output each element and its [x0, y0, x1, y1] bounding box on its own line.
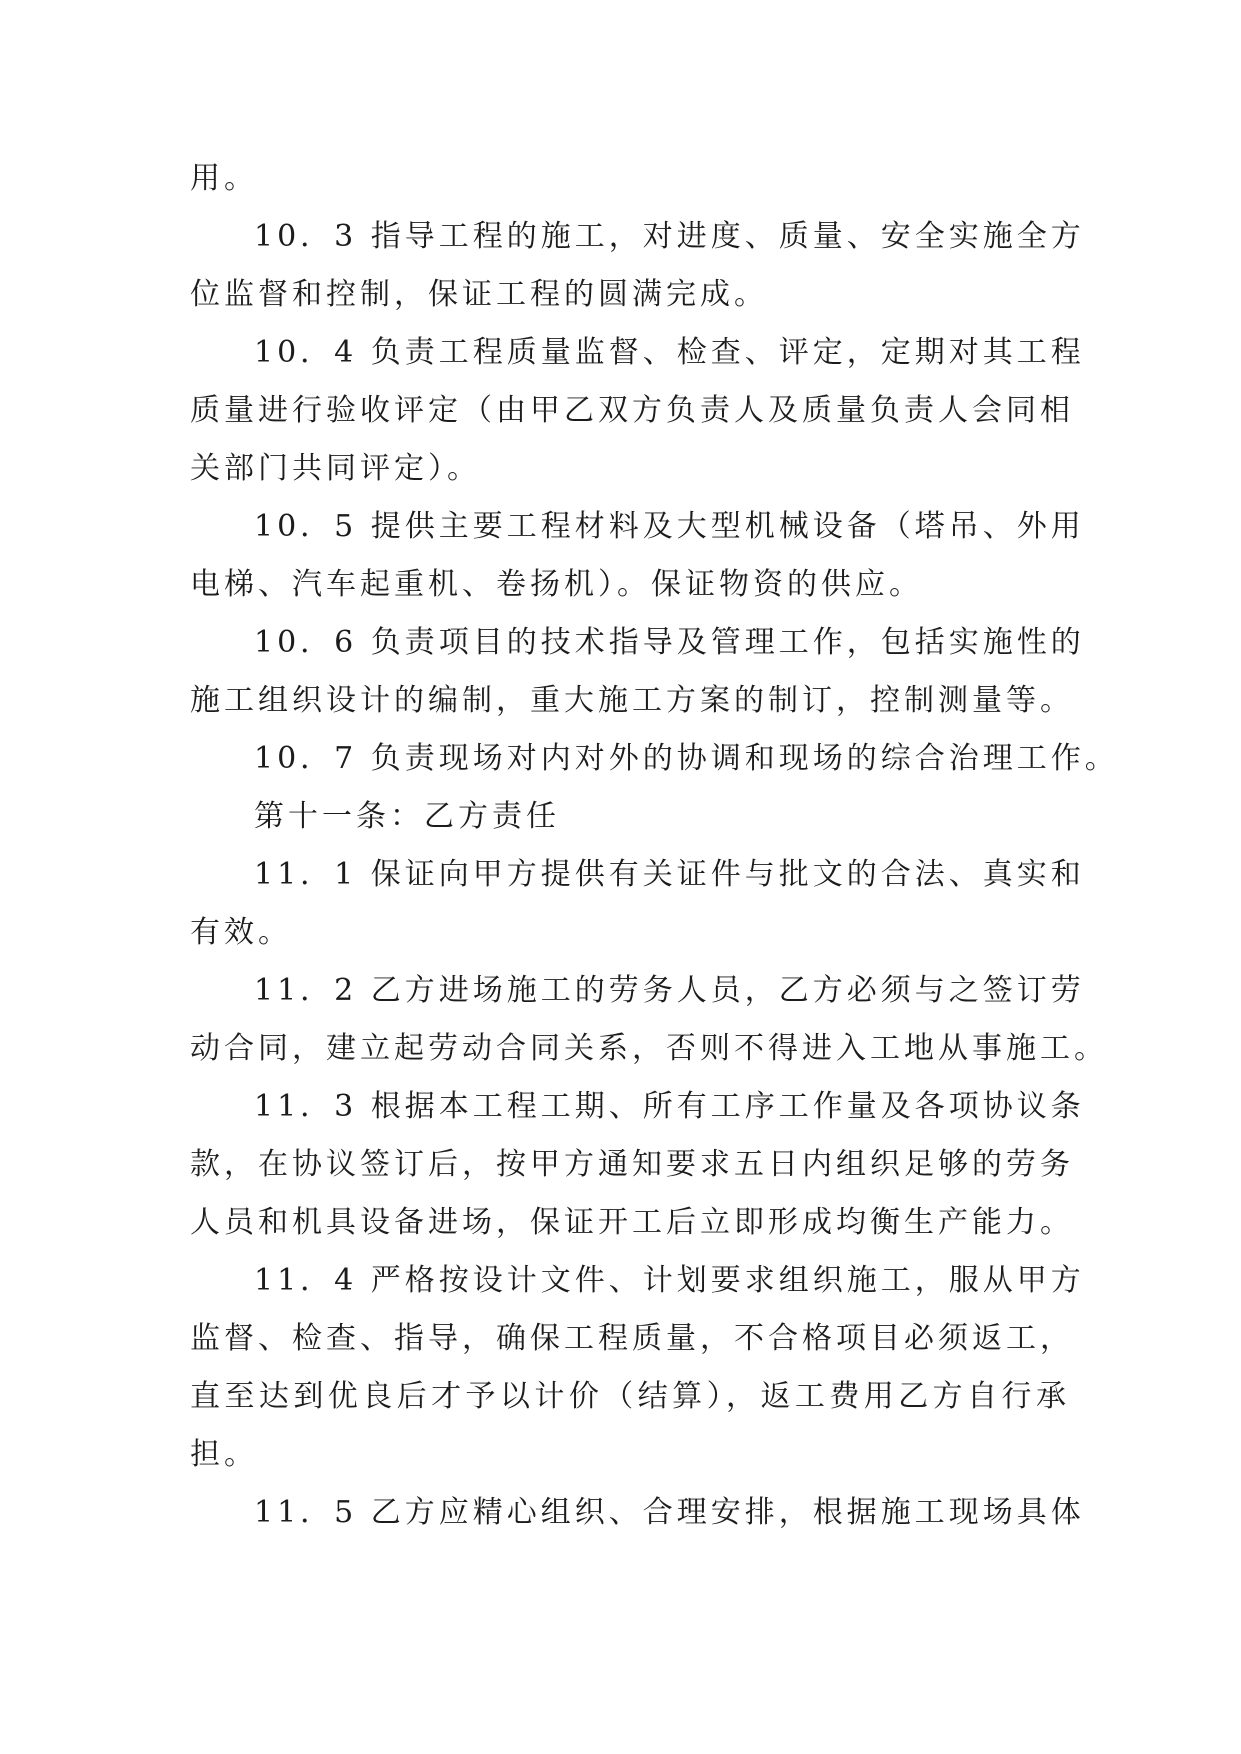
text-line: 10．5 提供主要工程材料及大型机械设备（塔吊、外用 — [254, 509, 1085, 544]
document-body — [190, 150, 1119, 1542]
text-line: 监督、检查、指导，确保工程质量，不合格项目必须返工， — [190, 1321, 1074, 1356]
text-line: 11．1 保证向甲方提供有关证件与批文的合法、真实和 — [254, 857, 1085, 892]
text-line: 人员和机具设备进场，保证开工后立即形成均衡生产能力。 — [190, 1205, 1074, 1240]
text-line: 款，在协议签订后，按甲方通知要求五日内组织足够的劳务 — [190, 1147, 1074, 1182]
text-line: 担。 — [190, 1437, 258, 1472]
text-line: 施工组织设计的编制，重大施工方案的制订，控制测量等。 — [190, 683, 1074, 718]
text-line: 10．3 指导工程的施工，对进度、质量、安全实施全方 — [254, 219, 1085, 254]
text-line: 10．4 负责工程质量监督、检查、评定，定期对其工程 — [254, 335, 1085, 370]
text-line: 电梯、汽车起重机、卷扬机）。保证物资的供应。 — [190, 567, 923, 602]
text-line: 动合同，建立起劳动合同关系，否则不得进入工地从事施工。 — [190, 1031, 1108, 1066]
text-line: 11．4 严格按设计文件、计划要求组织施工，服从甲方 — [254, 1263, 1085, 1298]
text-line: 位监督和控制，保证工程的圆满完成。 — [190, 277, 768, 312]
text-line: 直至达到优良后才予以计价（结算），返工费用乙方自行承 — [190, 1379, 1070, 1414]
text-line: 11．5 乙方应精心组织、合理安排，根据施工现场具体 — [254, 1495, 1085, 1530]
text-line: 质量进行验收评定（由甲乙双方负责人及质量负责人会同相 — [190, 393, 1074, 428]
text-line: 11．3 根据本工程工期、所有工序工作量及各项协议条 — [254, 1089, 1085, 1124]
text-line: 用。 — [190, 161, 258, 196]
text-line: 10．6 负责项目的技术指导及管理工作，包括实施性的 — [254, 625, 1085, 660]
text-line: 关部门共同评定）。 — [190, 451, 481, 486]
text-line: 第十一条：乙方责任 — [254, 799, 560, 834]
text-line: 11．2 乙方进场施工的劳务人员，乙方必须与之签订劳 — [254, 973, 1085, 1008]
text-line: 10．7 负责现场对内对外的协调和现场的综合治理工作。 — [254, 741, 1119, 776]
text-line: 有效。 — [190, 915, 292, 950]
